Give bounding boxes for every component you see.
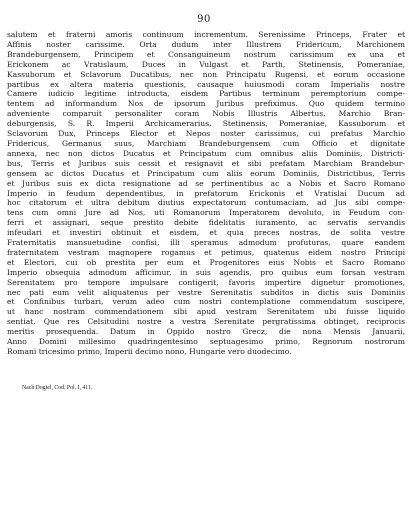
text-line: sentiat. Que res Celsitudini nostre a vestra Serenitate pergratissima obtinget, reciprocis bbox=[7, 317, 405, 327]
text-line: Imperio in feudum dependentibus, in prefatorum Erickonis et Vratislai Ducum ad bbox=[7, 188, 405, 198]
text-line: Fridericus, Germanus suus, Marchiam Brandeburgensem cum Officio et dignitate bbox=[7, 138, 405, 148]
page-number: 90 bbox=[197, 14, 211, 25]
text-line: tens cum omni Jure ad Nos, uti Romanorum Imperatorem devoluto, in Feudum con- bbox=[7, 208, 405, 218]
text-line: ferri et assignari, seque prestito debite fidelitatis iuramento, ac servatis servandis bbox=[7, 218, 405, 228]
body-text bbox=[7, 30, 405, 357]
text-line: salutem et fraterni amoris continuum incrementum. Serenissime Princeps, Frater et bbox=[7, 30, 405, 39]
text-line: et Juribus suis ex dicta resignatione ad se pertinentibus ac a Nobis et Sacro Romano bbox=[7, 178, 405, 188]
text-line: Affinis noster carissime. Orta dudum inter Illustrem Fridericum, Marchionem bbox=[7, 39, 405, 49]
text-line: annexa, nec non dictos Ducatus et Principatum cum omnibus aliis Dominiis, Districti- bbox=[7, 148, 405, 158]
text-line: Brandeburgensem, Principem et Consanguineum nostrum carissimum ex una et bbox=[7, 49, 405, 59]
text-line: Erickonem ac Vratislaum, Duces in Vulgast et Parth, Stetinensis, Pomeraniae, bbox=[7, 59, 405, 69]
text-line: gensem ac dictos Ducatus et Principatum cum aliis eorum Dominiis, Districtibus, Terris bbox=[7, 168, 405, 178]
text-line: Camere iudicio legitime introducta, eisdem Partibus terminum peremptorium compe- bbox=[7, 89, 405, 99]
text-line: Serenitatem pro tempore impulsare contigerit, favoris impertire dignetur promotiones, bbox=[7, 277, 405, 287]
text-line: infeudari et investiri obtinuit et eisdem, et quia preces nostras, de solita vestre bbox=[7, 228, 405, 238]
text-line: ut hanc nostram commendationem sibi apud vestram Serenitatem ubi fuisse liquido bbox=[7, 307, 405, 317]
text-line: Anno Domini millesimo quadringentesimo septuagesimo primo, Regnorum nostrorum bbox=[7, 337, 405, 347]
text-line: et Electori, cui ob prestita per eum et Progenitores eius Nobis et Sacro Romano bbox=[7, 257, 405, 267]
text-line: deburgensis, S. R. Imperii Archicamerarius, Stetinensis, Pomeraniae, Kassuborum et bbox=[7, 119, 405, 129]
text-line: nec pati eum velit aliquatenus per vestre Serenitatis subditos in dictis suis Dominiis bbox=[7, 287, 405, 297]
text-line: Romani tricesimo primo, Imperii decimo nono, Hungarie vero duodecimo. bbox=[7, 347, 292, 356]
text-line: Sclavorum Dux, Princeps Elector et Nepos noster carissimus, cui prefatus Marchio bbox=[7, 129, 405, 139]
text-line: hoc citatorum et ultra debitum diutius expectatorum contumaciam, ad Jus sibi compe- bbox=[7, 198, 405, 208]
source-note: Nach Dogiel, Cod. Pol. I, 411. bbox=[22, 385, 93, 391]
text-line: partibus ex altera materia questionis, causaque huiusmodi coram Imperialis nostre bbox=[7, 79, 405, 89]
text-line: fraternitatem vestram magnopere rogamus et petimus, quatenus eidem nostro Principi bbox=[7, 247, 405, 257]
text-line: Kassuborum et Sclavorum Ducatibus, nec non Principatu Rugensi, et eorum occasione bbox=[7, 69, 405, 79]
text-line: et Confinibus turbari, verum adeo cum nostri contemplatione commendatum suscipere, bbox=[7, 297, 405, 307]
text-line: bus, Terris et Juribus suis cessit et resignavit et sibi prefatam Marchiam Brandebur- bbox=[7, 158, 405, 168]
text-line: Imperio obsequia admodum afficimur, in suis agendis, pro quibus eum forsan vestram bbox=[7, 267, 405, 277]
text-line: Fraternitatis mansuetudine confisi, illi speramus admodum profuturas, quare eandem bbox=[7, 238, 405, 248]
text-line: meritis prosequenda. Datum in Oppido nostro Grecz, die nona Mensis Januarii, bbox=[7, 327, 405, 337]
text-line: adveniente comparuit personaliter coram Nobis Illustris Albertus, Marchio Bran- bbox=[7, 109, 405, 119]
text-line: tentem ad informandum Nos de ipsorum Juribus prefiximus. Quo quidem termino bbox=[7, 99, 405, 109]
